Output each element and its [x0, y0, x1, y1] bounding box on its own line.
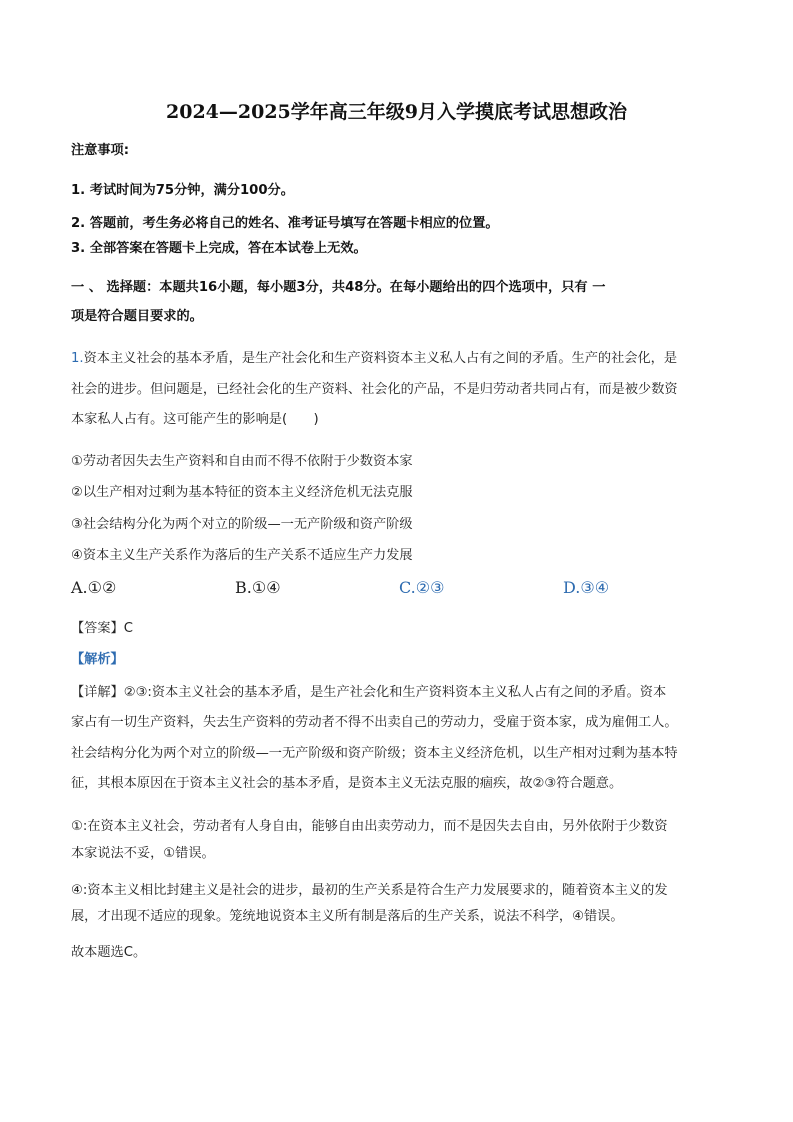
answer-label: 【答案】C — [71, 621, 133, 636]
conclusion: 故本题选C。 — [71, 945, 147, 960]
option-c: C.②③ — [399, 578, 445, 597]
detail-line1: 【详解】②③:资本主义社会的基本矛盾，是生产社会化和生产资料资本主义私人占有之间的矛盾。资本 — [71, 685, 667, 700]
option-d: D.③④ — [563, 578, 610, 597]
notice-item-3: 3. 全部答案在答题卡上完成，答在本试卷上无效。 — [71, 241, 367, 256]
question-stem-line2: 社会的进步。但问题是，已经社会化的生产资料、社会化的产品，不是归劳动者共同占有，而是被少数资 — [71, 382, 678, 397]
statement-4: ④资本主义生产关系作为落后的生产关系不适应生产力发展 — [71, 548, 413, 563]
detail-line2: 家占有一切生产资料，失去生产资料的劳动者不得不出卖自己的劳动力，受雇于资本家，成为雇佣工人。 — [71, 715, 678, 730]
question-stem-line3: 本家私人占有。这可能产生的影响是( ) — [71, 412, 319, 427]
option-a: A.①② — [71, 578, 117, 597]
option-b: B.①④ — [235, 578, 281, 597]
notice-heading: 注意事项: — [71, 143, 130, 158]
section-heading-line1: 一 、 选择题：本题共16小题，每小题3分，共48分。在每小题给出的四个选项中，只有 一 — [71, 280, 606, 295]
statement-1: ①劳动者因失去生产资料和自由而不得不依附于少数资本家 — [71, 454, 413, 469]
notice-item-1: 1. 考试时间为75分钟，满分100分。 — [71, 183, 294, 198]
question-stem-text: 资本主义社会的基本矛盾，是生产社会化和生产资料资本主义私人占有之间的矛盾。生产的社会化，是 — [83, 351, 678, 366]
note-4-line2: 展，才出现不适应的现象。笼统地说资本主义所有制是落后的生产关系，说法不科学，④错误。 — [71, 909, 624, 924]
detail-line4: 征，其根本原因在于资本主义社会的基本矛盾，是资本主义无法克服的痼疾，故②③符合题意。 — [71, 776, 623, 791]
question-stem-line1 — [71, 347, 677, 366]
notice-item-2: 2. 答题前，考生务必将自己的姓名、准考证号填写在答题卡相应的位置。 — [71, 216, 499, 231]
statement-3: ③社会结构分化为两个对立的阶级—一无产阶级和资产阶级 — [71, 517, 413, 532]
analysis-heading: 【解析】 — [71, 652, 124, 667]
section-heading-line2: 项是符合题目要求的。 — [71, 309, 203, 324]
note-1-line2: 本家说法不妥，①错误。 — [71, 846, 215, 861]
note-4-line1: ④:资本主义相比封建主义是社会的进步，最初的生产关系是符合生产力发展要求的，随着资本主义的发 — [71, 883, 668, 898]
statement-2: ②以生产相对过剩为基本特征的资本主义经济危机无法克服 — [71, 485, 413, 500]
note-1-line1: ①:在资本主义社会，劳动者有人身自由，能够自由出卖劳动力，而不是因失去自由，另外依附于少数资 — [71, 819, 668, 834]
answer-options — [71, 578, 731, 602]
question-number: 1. — [71, 351, 84, 366]
detail-line3: 社会结构分化为两个对立的阶级—一无产阶级和资产阶级；资本主义经济危机，以生产相对过剩为基本特 — [71, 746, 678, 761]
exam-title: 2024—2025学年高三年级9月入学摸底考试思想政治 — [166, 101, 627, 123]
